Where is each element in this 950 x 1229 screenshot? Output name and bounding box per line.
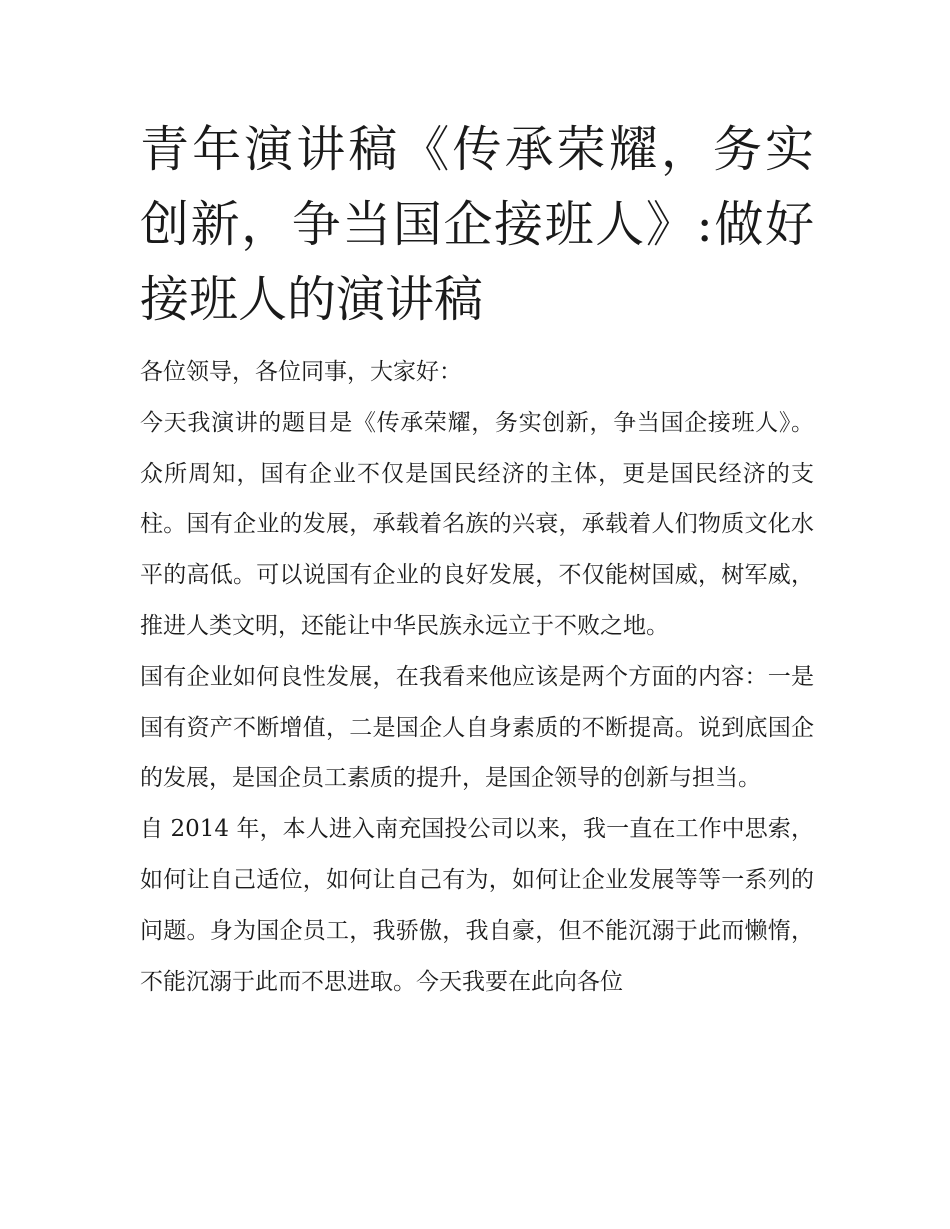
paragraph-personal: 自 2014 年，本人进入南充国投公司以来，我一直在工作中思索，如何让自己适位，如何让自己有为，如何让企业发展等等一系列的问题。身为国企员工，我骄傲，我自豪，但不能沉溺于此而懒惰，不能沉溺于此而不思进取。今天我要在此向各位 — [140, 816, 814, 995]
document-title: 青年演讲稿《传承荣耀，务实创新，争当国企接班人》:做好接班人的演讲稿 — [140, 121, 814, 328]
paragraph-greeting: 各位领导，各位同事，大家好： — [140, 359, 462, 385]
paragraph-topic: 今天我演讲的题目是《传承荣耀，务实创新，争当国企接班人》。众所周知，国有企业不仅是国民经济的主体，更是国民经济的支柱。国有企业的发展，承载着名族的兴衰，承载着人们物质文化水平的高低。可以说国有企业的良好发展，不仅能树国威，树军威，推进人类文明，还能让中华民族永远立于不败之地。 — [140, 409, 814, 639]
document-page — [140, 112, 814, 1007]
paragraph-development: 国有企业如何良性发展，在我看来他应该是两个方面的内容：一是国有资产不断增值，二是国企人自身素质的不断提高。说到底国企的发展，是国企员工素质的提升，是国企领导的创新与担当。 — [140, 663, 814, 792]
document-body — [140, 347, 814, 1007]
